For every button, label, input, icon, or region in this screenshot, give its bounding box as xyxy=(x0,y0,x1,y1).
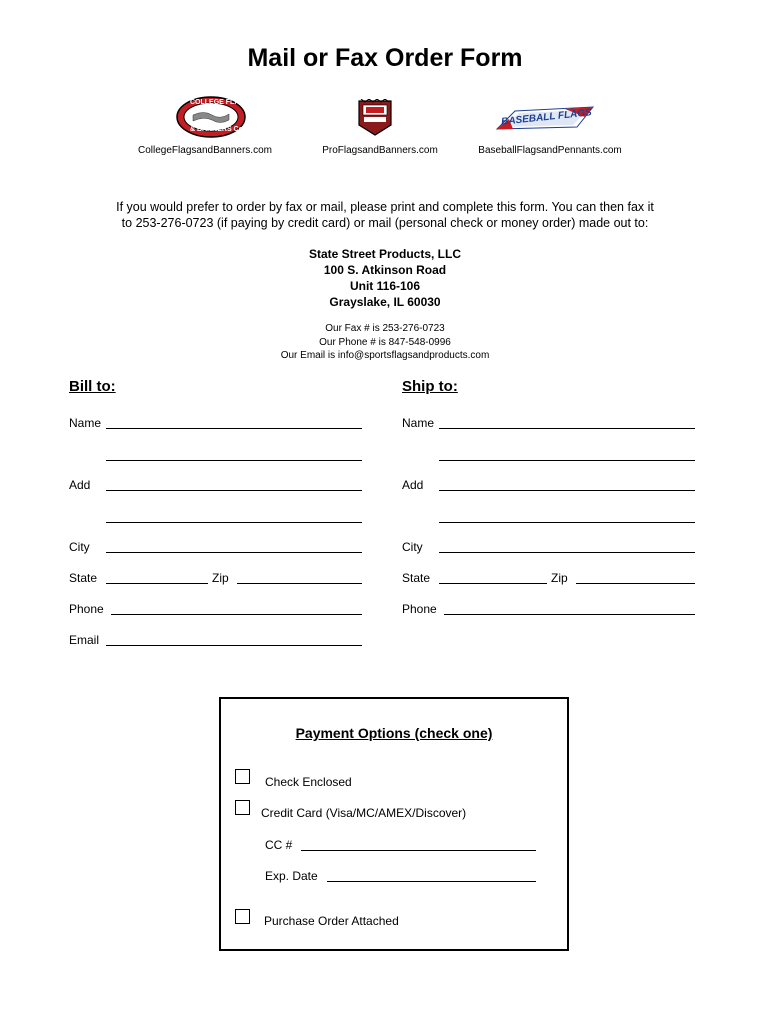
ship-address-field[interactable] xyxy=(439,490,695,491)
college-logo-text-top: COLLEGE FLAGS xyxy=(190,99,250,106)
purchase-order-checkbox[interactable] xyxy=(235,909,250,924)
bill-name-field[interactable] xyxy=(106,428,362,429)
ship-zip-field[interactable] xyxy=(576,583,695,584)
bill-state-field[interactable] xyxy=(106,583,208,584)
ship-city-field[interactable] xyxy=(439,552,695,553)
site-college: CollegeFlagsandBanners.com xyxy=(138,145,272,156)
payment-options-heading: Payment Options (check one) xyxy=(295,725,493,741)
bill-address-label: Add xyxy=(69,478,91,492)
bill-phone-field[interactable] xyxy=(111,614,362,615)
ship-name-field[interactable] xyxy=(439,428,695,429)
address-unit: Unit 116-106 xyxy=(349,279,421,293)
ship-name-field-2[interactable] xyxy=(439,460,695,461)
ship-address-field-2[interactable] xyxy=(439,522,695,523)
page-title: Mail or Fax Order Form xyxy=(247,44,523,72)
check-enclosed-label: Check Enclosed xyxy=(265,775,352,789)
bill-zip-label: Zip xyxy=(212,571,229,585)
ship-phone-label: Phone xyxy=(402,602,437,616)
bill-name-label: Name xyxy=(69,416,102,430)
bill-phone-label: Phone xyxy=(69,602,104,616)
cc-number-label: CC # xyxy=(265,838,293,852)
ship-address-label: Add xyxy=(402,478,424,492)
baseball-logo-text: BASEBALL FLAGS xyxy=(500,107,593,128)
check-enclosed-checkbox[interactable] xyxy=(235,769,250,784)
site-pro: ProFlagsandBanners.com xyxy=(322,145,438,156)
contact-email: Our Email is info@sportsflagsandproducts.com xyxy=(280,350,490,361)
address-city: Grayslake, IL 60030 xyxy=(329,295,441,309)
payment-options-box xyxy=(219,697,569,951)
site-baseball: BaseballFlagsandPennants.com xyxy=(478,145,622,156)
intro-line-1: If you would prefer to order by fax or mail, please print and complete this form. You can then fax it xyxy=(116,200,654,214)
exp-date-field[interactable] xyxy=(327,881,536,882)
baseball-flags-logo xyxy=(495,105,595,140)
contact-info xyxy=(0,322,770,363)
bill-state-label: State xyxy=(69,571,98,585)
credit-card-label: Credit Card (Visa/MC/AMEX/Discover) xyxy=(261,806,467,820)
ship-state-field[interactable] xyxy=(439,583,547,584)
bill-name-field-2[interactable] xyxy=(106,460,362,461)
intro-text xyxy=(100,199,670,231)
address-street: 100 S. Atkinson Road xyxy=(323,263,447,277)
bill-city-label: City xyxy=(69,540,90,554)
exp-date-label: Exp. Date xyxy=(265,869,318,883)
contact-phone: Our Phone # is 847-548-0996 xyxy=(319,336,451,348)
college-logo-text-bottom: & BANNERS Co xyxy=(190,126,243,133)
address-company: State Street Products, LLC xyxy=(308,247,462,261)
intro-line-2: to 253-276-0723 (if paying by credit card) or mail (personal check or money order) made out to: xyxy=(121,216,649,230)
bill-address-field[interactable] xyxy=(106,490,362,491)
ship-phone-field[interactable] xyxy=(444,614,695,615)
college-flags-logo xyxy=(176,96,250,143)
bill-email-field[interactable] xyxy=(106,645,362,646)
credit-card-checkbox[interactable] xyxy=(235,800,250,815)
bill-to-heading: Bill to: xyxy=(69,378,116,395)
ship-state-label: State xyxy=(402,571,431,585)
cc-number-field[interactable] xyxy=(301,850,536,851)
contact-fax: Our Fax # is 253-276-0723 xyxy=(325,323,445,334)
mailing-address xyxy=(0,246,770,310)
bill-zip-field[interactable] xyxy=(237,583,362,584)
purchase-order-label: Purchase Order Attached xyxy=(264,914,399,928)
bill-city-field[interactable] xyxy=(106,552,362,553)
ship-city-label: City xyxy=(402,540,423,554)
ship-zip-label: Zip xyxy=(551,571,568,585)
bill-email-label: Email xyxy=(69,633,100,647)
ship-name-label: Name xyxy=(402,416,435,430)
ship-to-heading: Ship to: xyxy=(402,378,458,395)
bill-address-field-2[interactable] xyxy=(106,522,362,523)
pro-flags-logo xyxy=(357,99,393,142)
